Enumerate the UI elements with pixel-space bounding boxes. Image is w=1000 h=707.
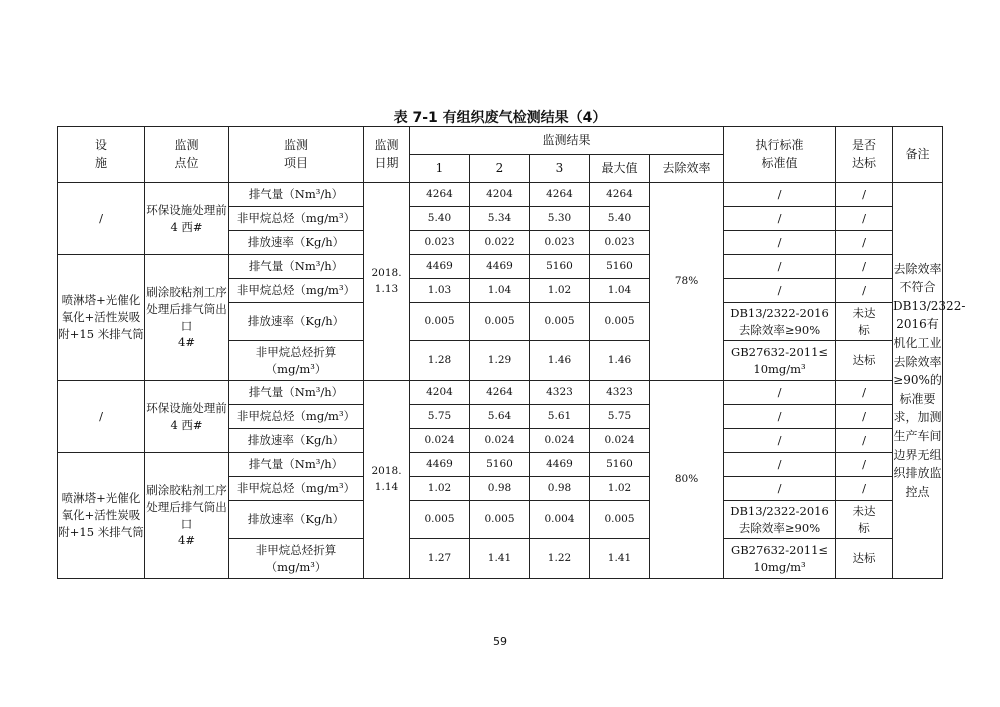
header-date: 监测 日期 (364, 127, 410, 183)
value-cell-v3: 4264 (530, 183, 590, 207)
item-cell: 非甲烷总烃（mg/m³） (229, 207, 364, 231)
table-row (58, 381, 943, 405)
standard-cell: / (724, 207, 836, 231)
facility-cell: / (58, 183, 145, 255)
date-cell: 2018. 1.13 (364, 183, 410, 381)
item-cell: 排放速率（Kg/h） (229, 429, 364, 453)
compliance-cell: / (836, 279, 893, 303)
standard-cell: / (724, 255, 836, 279)
value-cell-v2: 0.98 (470, 477, 530, 501)
value-cell-max: 0.005 (590, 303, 650, 341)
value-cell-max: 5160 (590, 453, 650, 477)
value-cell-v3: 0.024 (530, 429, 590, 453)
value-cell-max: 1.02 (590, 477, 650, 501)
header-standard: 执行标准 标准值 (724, 127, 836, 183)
value-cell-max: 0.005 (590, 501, 650, 539)
item-cell: 排气量（Nm³/h） (229, 453, 364, 477)
value-cell-v3: 0.004 (530, 501, 590, 539)
item-cell: 排放速率（Kg/h） (229, 501, 364, 539)
value-cell-v2: 5160 (470, 453, 530, 477)
value-cell-v2: 5.34 (470, 207, 530, 231)
value-cell-max: 5160 (590, 255, 650, 279)
removal-rate-cell: 80% (650, 381, 724, 579)
value-cell-max: 1.04 (590, 279, 650, 303)
compliance-cell: / (836, 381, 893, 405)
compliance-cell: / (836, 453, 893, 477)
standard-cell: / (724, 429, 836, 453)
standard-cell: / (724, 405, 836, 429)
value-cell-max: 4323 (590, 381, 650, 405)
value-cell-v3: 0.98 (530, 477, 590, 501)
standard-cell: / (724, 453, 836, 477)
compliance-cell: / (836, 429, 893, 453)
item-cell: 非甲烷总烃折算 （mg/m³） (229, 539, 364, 579)
facility-cell: / (58, 381, 145, 453)
header-item: 监测 项目 (229, 127, 364, 183)
value-cell-v1: 0.024 (410, 429, 470, 453)
header-col-2: 2 (470, 155, 530, 183)
standard-cell: / (724, 381, 836, 405)
value-cell-v1: 4204 (410, 381, 470, 405)
value-cell-v1: 0.005 (410, 501, 470, 539)
header-col-1: 1 (410, 155, 470, 183)
value-cell-v2: 0.022 (470, 231, 530, 255)
header-col-3: 3 (530, 155, 590, 183)
standard-cell: / (724, 279, 836, 303)
value-cell-v3: 4323 (530, 381, 590, 405)
compliance-cell: 达标 (836, 341, 893, 381)
value-cell-max: 1.46 (590, 341, 650, 381)
item-cell: 排气量（Nm³/h） (229, 381, 364, 405)
standard-cell: / (724, 231, 836, 255)
value-cell-v2: 4264 (470, 381, 530, 405)
value-cell-v2: 1.04 (470, 279, 530, 303)
value-cell-v3: 1.46 (530, 341, 590, 381)
standard-cell: DB13/2322-2016 去除效率≥90% (724, 303, 836, 341)
item-cell: 排放速率（Kg/h） (229, 231, 364, 255)
item-cell: 非甲烷总烃（mg/m³） (229, 405, 364, 429)
item-cell: 非甲烷总烃（mg/m³） (229, 477, 364, 501)
value-cell-v2: 0.005 (470, 303, 530, 341)
date-cell: 2018. 1.14 (364, 381, 410, 579)
value-cell-v1: 1.28 (410, 341, 470, 381)
value-cell-v1: 1.27 (410, 539, 470, 579)
item-cell: 排气量（Nm³/h） (229, 183, 364, 207)
monitoring-results-table (57, 126, 966, 579)
value-cell-v3: 0.005 (530, 303, 590, 341)
table-title: 表 7-1 有组织废气检测结果（4） (393, 110, 607, 126)
compliance-cell: / (836, 255, 893, 279)
sampling-point-cell: 刷涂胶粘剂工序处理后排气筒出口 4# (145, 255, 229, 381)
value-cell-v2: 0.024 (470, 429, 530, 453)
value-cell-v2: 5.64 (470, 405, 530, 429)
compliance-cell: / (836, 477, 893, 501)
value-cell-v3: 0.023 (530, 231, 590, 255)
value-cell-v1: 5.40 (410, 207, 470, 231)
value-cell-v2: 4469 (470, 255, 530, 279)
value-cell-max: 4264 (590, 183, 650, 207)
header-removal: 去除效率 (650, 155, 724, 183)
facility-cell: 喷淋塔+光催化氧化+活性炭吸附+15 米排气筒 (58, 255, 145, 381)
value-cell-v3: 1.22 (530, 539, 590, 579)
compliance-cell: 未达 标 (836, 501, 893, 539)
value-cell-v2: 1.41 (470, 539, 530, 579)
value-cell-v1: 0.023 (410, 231, 470, 255)
sampling-point-cell: 环保设施处理前 4 西# (145, 183, 229, 255)
value-cell-v2: 0.005 (470, 501, 530, 539)
value-cell-v3: 5.30 (530, 207, 590, 231)
removal-rate-cell: 78% (650, 183, 724, 381)
compliance-cell: 达标 (836, 539, 893, 579)
sampling-point-cell: 刷涂胶粘剂工序处理后排气筒出口 4# (145, 453, 229, 579)
value-cell-v2: 1.29 (470, 341, 530, 381)
value-cell-v1: 0.005 (410, 303, 470, 341)
standard-cell: / (724, 477, 836, 501)
facility-cell: 喷淋塔+光催化氧化+活性炭吸附+15 米排气筒 (58, 453, 145, 579)
table-row (58, 453, 943, 477)
value-cell-v1: 5.75 (410, 405, 470, 429)
header-compliance: 是否 达标 (836, 127, 893, 183)
sampling-point-cell: 环保设施处理前 4 西# (145, 381, 229, 453)
table-row (58, 127, 943, 155)
value-cell-max: 0.023 (590, 231, 650, 255)
value-cell-v3: 5.61 (530, 405, 590, 429)
item-cell: 排气量（Nm³/h） (229, 255, 364, 279)
value-cell-v3: 5160 (530, 255, 590, 279)
standard-cell: GB27632-2011≤ 10mg/m³ (724, 539, 836, 579)
compliance-cell: / (836, 183, 893, 207)
compliance-cell: 未达 标 (836, 303, 893, 341)
table-row (58, 255, 943, 279)
value-cell-v3: 1.02 (530, 279, 590, 303)
header-facility: 设 施 (58, 127, 145, 183)
value-cell-max: 1.41 (590, 539, 650, 579)
standard-cell: / (724, 183, 836, 207)
standard-cell: DB13/2322-2016 去除效率≥90% (724, 501, 836, 539)
header-results: 监测结果 (410, 127, 724, 155)
value-cell-v1: 4264 (410, 183, 470, 207)
compliance-cell: / (836, 231, 893, 255)
compliance-cell: / (836, 207, 893, 231)
header-point: 监测 点位 (145, 127, 229, 183)
item-cell: 非甲烷总烃（mg/m³） (229, 279, 364, 303)
value-cell-max: 5.75 (590, 405, 650, 429)
item-cell: 非甲烷总烃折算 （mg/m³） (229, 341, 364, 381)
value-cell-v1: 4469 (410, 255, 470, 279)
value-cell-max: 0.024 (590, 429, 650, 453)
value-cell-max: 5.40 (590, 207, 650, 231)
standard-cell: GB27632-2011≤ 10mg/m³ (724, 341, 836, 381)
value-cell-v3: 4469 (530, 453, 590, 477)
page-number: 59 (493, 635, 507, 648)
table-row (58, 183, 943, 207)
value-cell-v1: 4469 (410, 453, 470, 477)
compliance-cell: / (836, 405, 893, 429)
item-cell: 排放速率（Kg/h） (229, 303, 364, 341)
value-cell-v2: 4204 (470, 183, 530, 207)
header-remarks: 备注 (893, 127, 943, 183)
header-max: 最大值 (590, 155, 650, 183)
value-cell-v1: 1.03 (410, 279, 470, 303)
value-cell-v1: 1.02 (410, 477, 470, 501)
remarks-cell: 去除效率不符合DB13/2322-2016有机化工业去除效率≥90%的标准要求，加测生产车间边界无组织排放监控点 (893, 183, 943, 579)
